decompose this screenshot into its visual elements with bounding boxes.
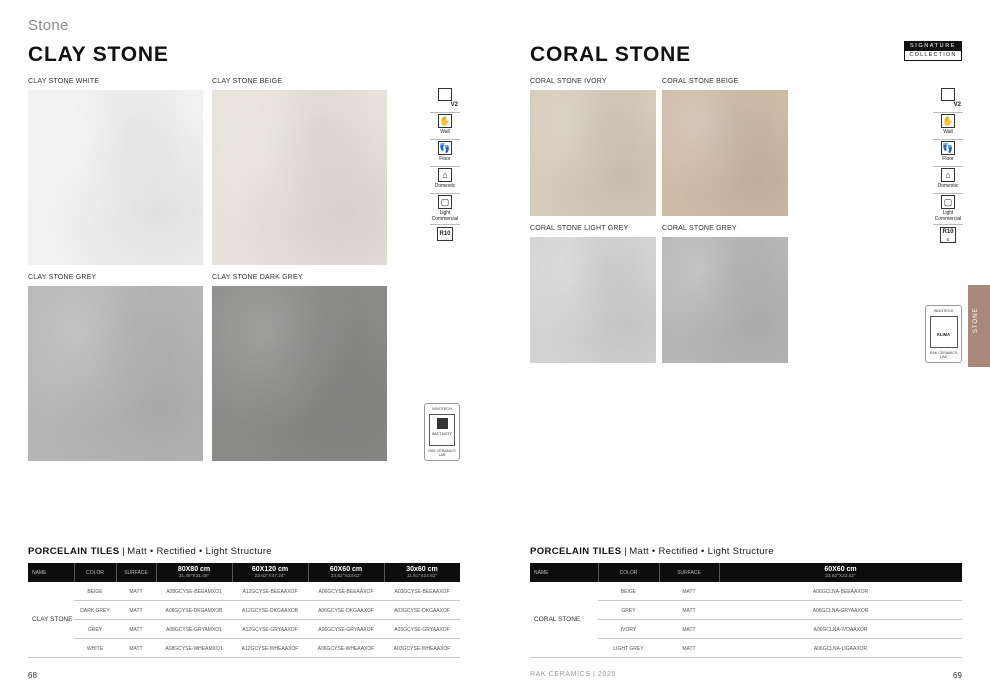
- domestic-label: Domestic: [434, 183, 456, 189]
- table-header: [28, 563, 460, 582]
- tile-label: CLAY STONE BEIGE: [212, 78, 283, 85]
- col-header-size: 80X80 cm 31.49"X31.49": [177, 565, 211, 579]
- table-title: PORCELAIN TILES | Matt • Rectified • Light Structure: [28, 546, 272, 557]
- light-commercial-label: Light Commercial: [431, 210, 459, 222]
- shopping-bag-icon: ▢: [941, 195, 955, 209]
- tile-label: CLAY STONE WHITE: [28, 78, 100, 85]
- slip-rating-badge: R10: [437, 227, 453, 241]
- table-row: GREY MATT A08GCYSE-GRYAMXO1 A12GCYSE-GRYAAXOF A06GCYSE-GRYAAXOF A03GCYSE-GRYAAXOF: [74, 620, 460, 639]
- tile-swatch-clay-dark-grey: [212, 286, 387, 461]
- col-header-name: NAME: [32, 569, 47, 576]
- tile-label: CLAY STONE DARK GREY: [212, 274, 303, 281]
- feature-icons-left: [430, 88, 460, 248]
- home-icon: ⌂: [941, 168, 955, 182]
- tile-swatch-coral-beige: [662, 90, 788, 216]
- format-icon: V2: [933, 88, 963, 108]
- shopping-bag-icon: ▢: [438, 195, 452, 209]
- signature-collection-badge: SIGNATURE COLLECTION: [904, 41, 962, 61]
- footer-brand: RAK CERAMICS | 2025: [530, 671, 616, 678]
- table-title: PORCELAIN TILES | Matt • Rectified • Light Structure: [530, 546, 774, 557]
- table-row: IVORY MATT A06GCLNA-IVOAAXOR: [598, 620, 962, 639]
- col-header-color: COLOR: [86, 569, 104, 576]
- table-row: BEIGE MATT A08GCYSE-BEEAMXO1 A12GCYSE-BEEAAXOF A06GCYSE-BEEAAXOF A03GCYSE-BEEAAXOF: [74, 582, 460, 601]
- section-side-tab[interactable]: STONE: [968, 285, 990, 367]
- col-header-size: 60X120 cm 23.62"X47.24": [251, 565, 289, 579]
- tile-swatch-clay-white: [28, 90, 203, 265]
- wall-icon: ✋: [942, 116, 954, 126]
- slip-rating-badge: R10 B: [940, 227, 956, 243]
- section-label: Stone: [28, 17, 69, 34]
- table-row: BEIGE MATT A06GCLNA-BEEAAXOR: [598, 582, 962, 601]
- floor-icon: 👣: [942, 143, 954, 153]
- col-header-size: 60X60 cm 23.62"X23.62": [329, 565, 363, 579]
- feature-icons-right: [933, 88, 963, 248]
- floor-label: Floor: [439, 156, 451, 162]
- tile-swatch-coral-grey: [662, 237, 788, 363]
- table-header: [530, 563, 962, 582]
- floor-label: Floor: [942, 156, 954, 162]
- tile-label: CORAL STONE BEIGE: [662, 78, 739, 85]
- series-name-cell: CLAY STONE: [28, 582, 74, 658]
- tile-swatch-coral-ivory: [530, 90, 656, 216]
- wall-label: Wall: [943, 129, 953, 135]
- tile-label: CORAL STONE LIGHT GREY: [530, 225, 629, 232]
- tile-label: CORAL STONE IVORY: [530, 78, 607, 85]
- tile-swatch-coral-light-grey: [530, 237, 656, 363]
- col-header-surface: SURFACE: [124, 569, 148, 576]
- col-header-name: NAME: [534, 569, 549, 576]
- page-title-coral-stone: CORAL STONE: [530, 43, 691, 66]
- col-header-size: 30x60 cm 11.81"X23.62": [406, 565, 438, 579]
- col-header-size: 60X60 cm 23.62"X23.62": [824, 565, 857, 579]
- tile-swatch-clay-beige: [212, 90, 387, 265]
- page-number-left: 68: [28, 671, 37, 680]
- domestic-label: Domestic: [937, 183, 959, 189]
- home-icon: ⌂: [438, 168, 452, 182]
- page-title-clay-stone: CLAY STONE: [28, 43, 169, 66]
- tile-swatch-clay-grey: [28, 286, 203, 461]
- table-row: WHITE MATT A08GCYSE-WHEAMXO1 A12GCYSE-WHEAAXOF A06GCYSE-WHEAAXOF A03GCYSE-WHEAAXOF: [74, 639, 460, 658]
- wall-label: Wall: [440, 129, 450, 135]
- floor-icon: 👣: [439, 143, 451, 153]
- innotech-klima-badge: INNOTECH KLIMA RAK CERAMICS LAB: [925, 305, 962, 363]
- table-row: DARK GREY MATT A08GCYSE-DKGAMXOB A12GCYSE-DKGAAXOB A06GCYSE-DKGAAXOF A03GCYSE-DKGAAXOF: [74, 601, 460, 620]
- series-name-cell: CORAL STONE: [530, 582, 598, 658]
- tile-label: CORAL STONE GREY: [662, 225, 737, 232]
- table-row: GREY MATT A06GCLNA-GRYAAXOR: [598, 601, 962, 620]
- table-row: LIGHT GREY MATT A06GCLNA-LIGAAXOR: [598, 639, 962, 658]
- page-number-right: 69: [953, 671, 962, 680]
- col-header-color: COLOR: [619, 569, 638, 576]
- wall-icon: ✋: [439, 116, 451, 126]
- light-commercial-label: Light Commercial: [934, 210, 962, 222]
- bacteria-icon: [437, 418, 448, 429]
- innotech-badge: INNOTECH BACT-NOTY RAK CERAMICS LAB: [424, 403, 460, 461]
- col-header-surface: SURFACE: [677, 569, 701, 576]
- format-icon: V2: [430, 88, 460, 108]
- tile-label: CLAY STONE GREY: [28, 274, 97, 281]
